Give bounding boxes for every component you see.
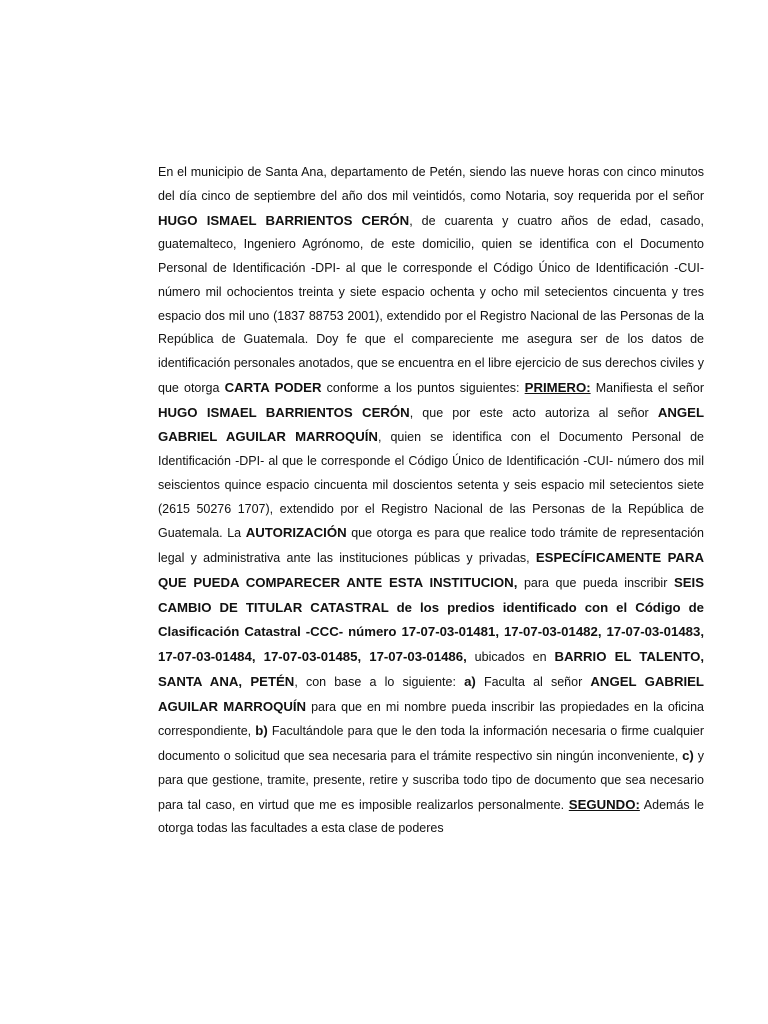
body-text-segment: , quien se identifica con el Documento Personal de Identificación -DPI- al que le corresponde el Código Único de Identificación -CUI- número dos mil seiscientos quince espacio cincuenta mil doscientos setenta y seis espacio mil setecientos siete (2615 50276 1707), extendido por el Registro Nacional de las Personas de la República de Guatemala. La — [158, 430, 704, 541]
bold-text-segment: SEIS CAMBIO DE TITULAR CATASTRAL de los predios identificado con el Código de Clasificación Catastral -CCC- número 17-07-03-01481, 17-07-03-01482, 17-07-03-01483, 17-07-03-01484, 17-07-03-01485, 17-07-03-01486, — [158, 574, 704, 664]
bold-text-segment: ANGEL GABRIEL AGUILAR MARROQUÍN — [158, 404, 704, 445]
body-text-segment: Facultándole para que le den toda la información necesaria o firme cualquier documento o solicitud que sea necesaria para el trámite respectivo sin ningún inconveniente, — [158, 724, 704, 763]
bold-text-segment: ESPECÍFICAMENTE PARA QUE PUEDA COMPARECER ANTE ESTA INSTITUCION, — [158, 550, 704, 590]
body-text-segment: ubicados en — [466, 650, 555, 664]
bold-text-segment: a) — [464, 673, 476, 689]
bold-underlined-text-segment: SEGUNDO: — [568, 796, 640, 812]
body-text-segment: , de cuarenta y cuatro años de edad, casado, guatemalteco, Ingeniero Agrónomo, de este domicilio, quien se identifica con el Documento Personal de Identificación -DPI- al que le corresponde el Código Único de Identificación -CUI- número mil ochocientos treinta y siete espacio ochenta y ocho mil setecientos cincuenta y tres espacio dos mil uno (1837 88753 2001), extendido por el Registro Nacional de las Personas de la República de Guatemala. Doy fe que el compareciente me asegura ser de los datos de identificación personales anotados, que se encuentra en el libre ejercicio de sus derechos civiles y que otorga — [158, 213, 704, 395]
body-text-segment: Faculta al señor — [475, 674, 591, 689]
body-text-segment: para que pueda inscribir — [517, 575, 674, 590]
body-text-segment: , que por este acto autoriza al señor — [409, 405, 658, 420]
body-text-segment: En el municipio de Santa Ana, departamento de Petén, siendo las nueve horas con cinco minutos del día cinco de septiembre del año dos mil veintidós, como Notaria, soy requerida por el señor — [158, 165, 704, 203]
carta-poder-body — [158, 161, 704, 841]
bold-text-segment: AUTORIZACIÓN — [245, 525, 347, 541]
bold-text-segment: BARRIO EL TALENTO, SANTA ANA, PETÉN — [158, 649, 705, 689]
body-text-segment: que otorga es para que realice todo trámite de representación legal y administrativa ante las instituciones públicas y privadas, — [158, 526, 705, 565]
bold-text-segment: c) — [682, 748, 694, 763]
body-text-segment: conforme a los puntos siguientes: — [321, 380, 525, 395]
body-text-segment: , con base a lo siguiente: — [294, 674, 465, 689]
body-text-segment: Además le otorga todas las facultades a esta clase de poderes — [158, 797, 705, 836]
bold-text-segment: b) — [255, 723, 268, 739]
bold-text-segment: ANGEL GABRIEL AGUILAR MARROQUÍN — [158, 673, 704, 714]
bold-text-segment: HUGO ISMAEL BARRIENTOS CERÓN — [158, 212, 410, 228]
body-text-segment: Manifiesta el señor — [590, 380, 704, 395]
bold-text-segment: CARTA PODER — [224, 379, 322, 395]
carta-poder-paragraph — [158, 161, 704, 841]
bold-text-segment: HUGO ISMAEL BARRIENTOS CERÓN — [158, 404, 410, 420]
body-text-segment: y para que gestione, tramite, presente, retire y suscriba todo tipo de documento que sea necesario para tal caso, en virtud que me es imposible realizarlos personalmente. — [158, 749, 704, 812]
body-text-segment: para que en mi nombre pueda inscribir las propiedades en la oficina correspondiente, — [158, 699, 704, 739]
bold-underlined-text-segment: PRIMERO: — [524, 379, 591, 395]
